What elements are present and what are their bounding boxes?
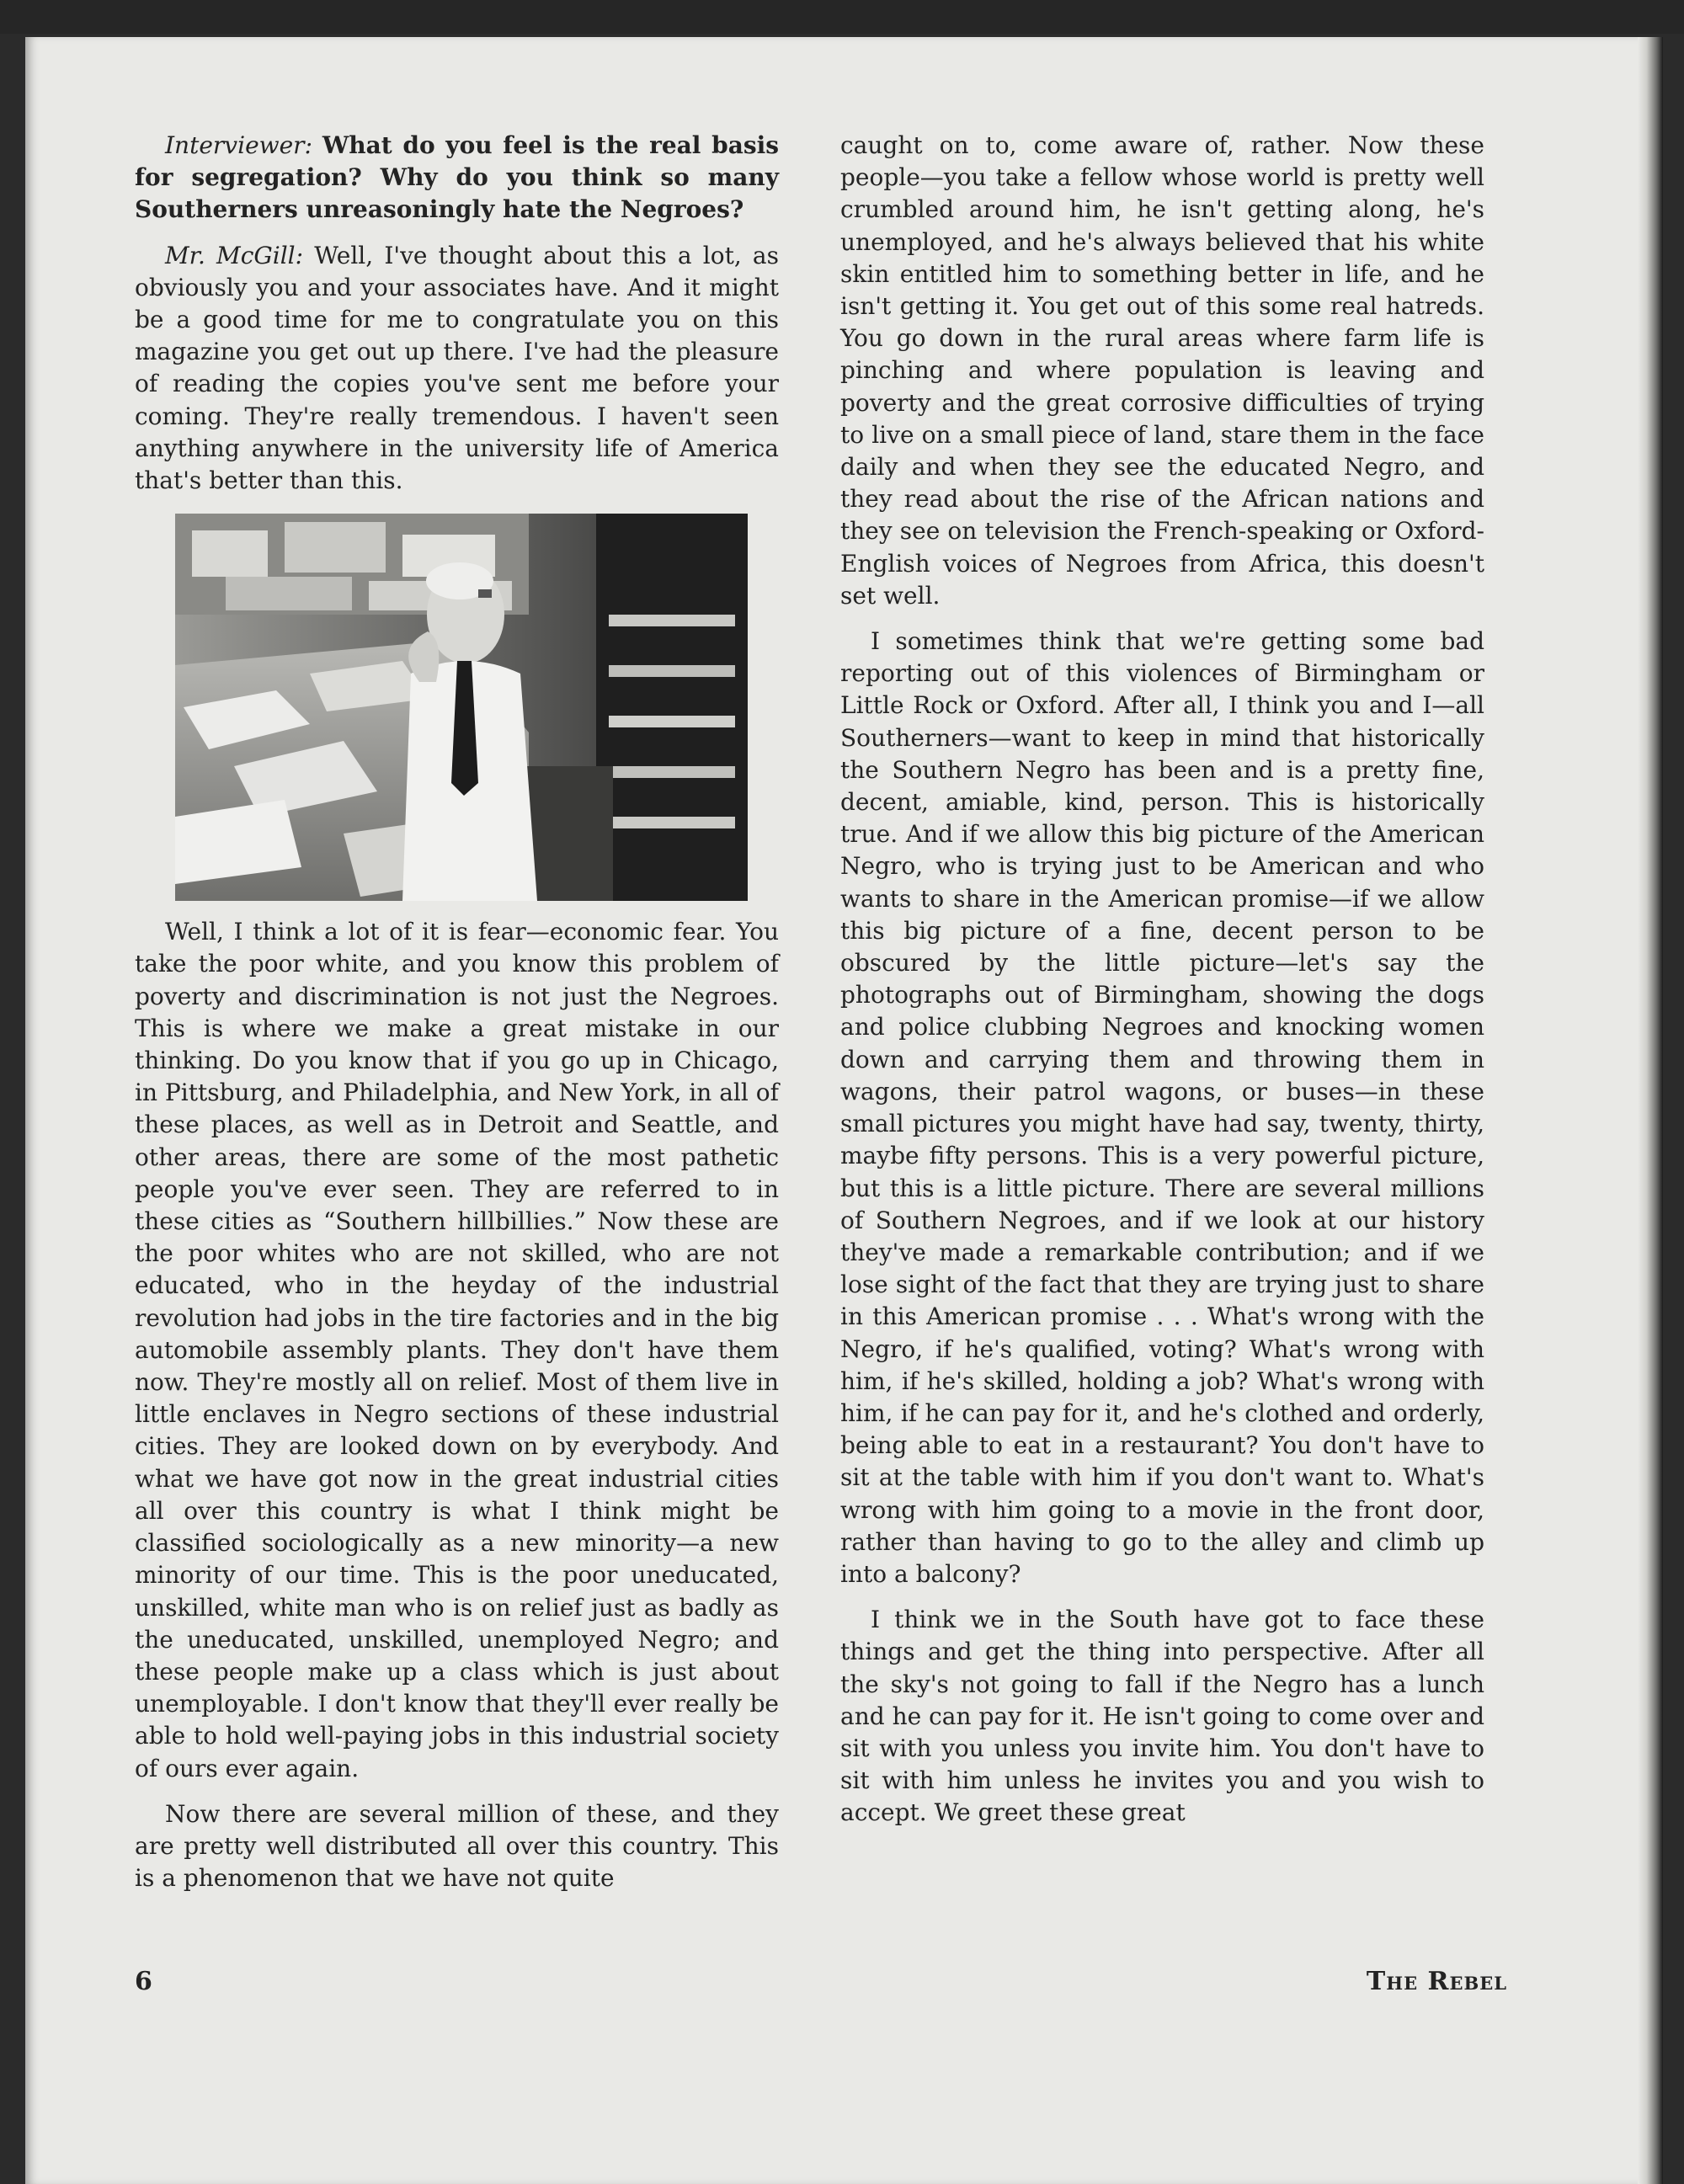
paragraph-economic-fear: Well, I think a lot of it is fear—economic fear. You take the poor white, and you know this problem of poverty and discrimination is not just the Negroes. This is where we make a great mistake in our thinking. Do you know that if you go up in Chicago, in Pittsburg, and Philadelphia, and New York, in all of these places, as well as in Detroit and Seattle, and other areas, there are some of the most pathetic people you've ever seen. They are referred to in these cities as “Southern hillbillies.” Now these are the poor whites who are not skilled, who are not educated, who in the heyday of the industrial revolution had jobs in the tire factories and in the big automobile assembly plants. They don't have them now. They're mostly all on relief. Most of them live in little enclaves in Negro sections of these industrial cities. They are looked down on by everybody. And what we have got now in the great industrial cities all over this country is what I think might be classified sociologically as a new minority—a new minority of our time. This is the poor uneducated, unskilled, white man who is on relief just as badly as the uneducated, unskilled, unemployed Negro; and these people make up a class which is just about unemployable. I don't know that they'll ever really be able to hold well-paying jobs in this industrial society of ours ever again. <box>135 918 779 1782</box>
paragraph-several-million: Now there are several million of these, and they are pretty well distributed all over this country. This is a phenomenon that we have not quite <box>135 1799 779 1893</box>
interviewer-question <box>135 130 779 226</box>
page-number: 6 <box>135 1967 152 1996</box>
question-text: What do you feel is the real basis for segregation? Why do you think so many Southerners unreasoningly hate the Negroes? <box>135 131 779 224</box>
answer-intro-text: Well, I've thought about this a lot, as obviously you and your associates have. And it might be a good time for me to congratulate you on this magazine you get out up there. I've had the pleasure of reading the copies you've sent me before your coming. They're really tremendous. I haven't seen anything anywhere in the university life of America that's better than this. <box>135 241 779 495</box>
photo-image <box>175 514 748 901</box>
paragraph-bad-reporting: I sometimes think that we're getting some bad reporting out of this violences of Birmingham or Little Rock or Oxford. After all, I think you and I—all Southerners—want to keep in mind that historically the Southern Negro has been and is a pretty fine, decent, amiable, kind, person. This is historically true. And if we allow this big picture of the American Negro, who is trying just to be American and who wants to share in the American promise—if we allow this big picture of a fine, decent person to be obscured by the little picture—let's say the photographs out of Birmingham, showing the dogs and police clubbing Negroes and knocking women down and carrying them and throwing them in wagons, their patrol wagons, or buses—in these small pictures you might have had say, twenty, thirty, maybe fifty persons. This is a very powerful picture, but this is a little picture. There are several millions of Southern Negroes, and if we look at our history they've made a remarkable contribution; and if we lose sight of the fact that they are trying just to share in this American promise . . . What's wrong with the Negro, if he's qualified, voting? What's wrong with him, if he's skilled, holding a job? What's wrong with him, if he can pay for it, and he's clothed and orderly, being able to eat in a restaurant? You don't have to sit at the table with him if you don't want to. What's wrong with him going to a movie in the front door, rather than having to go to the alley and climb up into a balcony? <box>840 627 1484 1588</box>
paragraph-caught-on: caught on to, come aware of, rather. Now these people—you take a fellow whose world is pretty well crumbled around him, he isn't getting along, he's unemployed, and he's always believed that his white skin entitled him to something better in life, and he isn't getting it. You get out of this some real hatreds. You go down in the rural areas where farm life is pinching and where population is leaving and poverty and the great corrosive difficulties of trying to live on a small piece of land, stare them in the face daily and when they see the educated Negro, and they read about the rise of the African nations and they see on television the French-speaking or Oxford-English voices of Negroes from Africa, this doesn't set well. <box>840 131 1484 610</box>
speaker-label-interviewer: Interviewer: <box>165 131 312 159</box>
paragraph-face-these-things: I think we in the South have got to face these things and get the thing into perspective. After all the sky's not going to fall if the Negro has a lunch and he can pay for it. He isn't going to come over and sit with you unless you invite him. You don't have to sit with him unless he invites you and you wish to accept. We greet these great <box>840 1606 1484 1827</box>
page-spine-shadow <box>1638 37 1663 2184</box>
right-column <box>840 130 1484 1830</box>
publication-name: The Rebel <box>1366 1967 1507 1996</box>
scan-background <box>0 0 1684 34</box>
mcgill-answer-intro <box>135 240 779 498</box>
speaker-label-mcgill: Mr. McGill: <box>165 241 304 269</box>
photo-mcgill-at-desk <box>175 514 748 901</box>
left-column <box>135 130 779 1894</box>
